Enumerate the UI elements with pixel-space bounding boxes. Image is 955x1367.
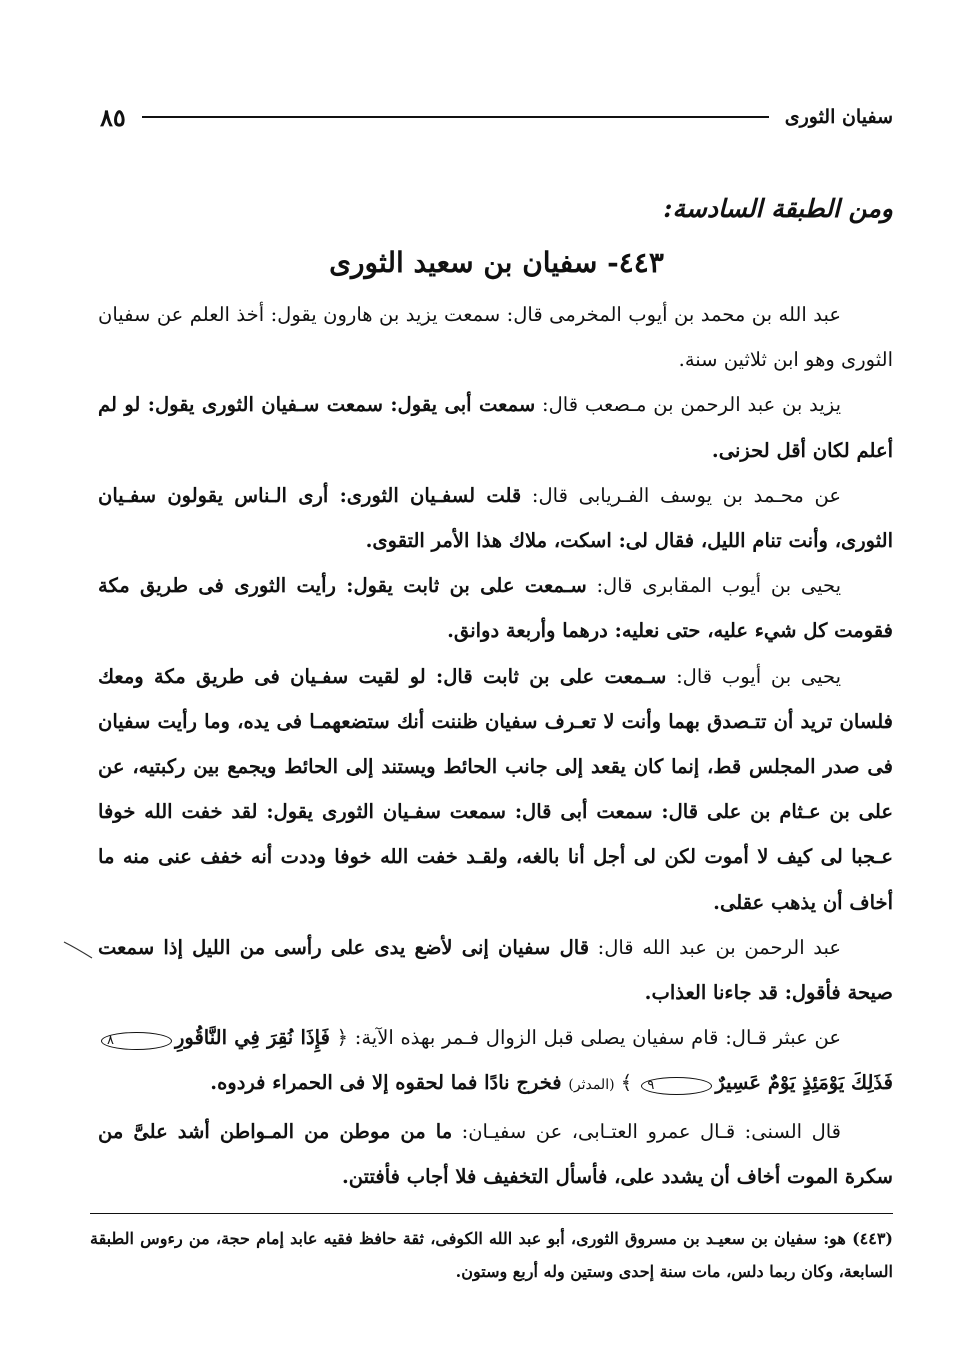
paragraph: [98, 382, 893, 472]
narrator-chain: يحيى بن أيوب قال:: [666, 664, 841, 688]
narration-text: سـمعت على بن ثابت قال: لو لقيت سفـيان فى طريق مكة ومعك فلسان تريد أن تتـصدق بهما وأنت لا تعـرف سفيان ظننت أنك ستضعهمـا فى يده، وما رأيت سفيان فى صدر المجلس قط، إنما كان يقعد إلى جانب الحائط ويستند إلى الحائط ويجمع بين ركبتيه، عن على بن عـثام بن على قال: سمعت أبى قال: سمعت سفـيان الثورى يقول: لقد خفت الله خوفا عـجبا لى كيف لا أموت لكن لى أجل أنا بالغه، ولقـد خفت الله خوفا وددت أنه خفف عنى منه ما أخاف أن يذهب عقلى.: [98, 664, 893, 914]
margin-pen-mark: [62, 934, 96, 964]
running-header-title: سفيان الثورى: [784, 106, 893, 128]
narration-text: فخرج نادًا فما لحقوه إلا فى الحمراء فردوه.: [210, 1071, 569, 1095]
paragraph: [98, 925, 893, 1015]
narrator-chain: سمعت يزيد بن هارون يقول: أخذ العلم عن سفيان الثورى وهو ابن ثلاثين سنة.: [98, 303, 893, 372]
surah-reference: (المدثر): [568, 1077, 615, 1094]
page-number: ٨٥: [100, 102, 126, 132]
narrator-chain: عن محـمد بن يوسف الفـريابى قال:: [521, 483, 841, 507]
paragraph: [98, 1015, 893, 1108]
narration-text: فَإِذَا نُقِرَ فِي النَّاقُورِ: [174, 1026, 330, 1050]
paragraph: [98, 1109, 893, 1199]
narrator-chain: ﴾: [614, 1071, 639, 1095]
narrator-chain: يزيد بن عبد الرحمن بن مـصعب قال:: [535, 393, 841, 417]
narration-text: سـمعت على بن ثابت يقول: رأيت الثورى فى طريق مكة فقومت كل شيء عليه، حتى نعليه: درهما وأربعة دوانق.: [98, 574, 893, 643]
body-text: [98, 292, 893, 1199]
narrator-chain: عبد الله بن محمد بن أيوب المخرمى قال:: [500, 303, 841, 326]
header-rule: [142, 116, 769, 118]
narrator-chain: عبد الرحمن بن عبد الله قال:: [589, 935, 841, 959]
footnote-rule: [90, 1213, 893, 1214]
paragraph: [98, 473, 893, 563]
running-header: [100, 100, 893, 134]
narration-text: سمعت أبى يقول: سمعت سـفيان الثورى يقول: لو لم أعلم لكان أقل لحزنى.: [98, 393, 893, 462]
section-heading: ومن الطبقة السادسة:: [663, 194, 893, 223]
paragraph: [98, 292, 893, 382]
ayah-number: ٨: [101, 1032, 172, 1050]
narration-text: ما من موطن من المـواطن أشد علىَّ من سكرة الموت أخاف أن يشدد على، فأسأل التخفيف فلا أجاب فأفتتن.: [98, 1119, 893, 1188]
paragraph: [98, 654, 893, 925]
footnote: (٤٤٣) هو: سفيان بن سعيـد بن مسروق الثورى، أبو عبد الله الكوفى، ثقة حافظ فقيه عابد إمام حجة، من رءوس الطبقة السابعة، وكان ربما دلس، مات سنة إحدى وستين وله أربع وستون.: [90, 1229, 893, 1281]
narration-text: فَذَلِكَ يَوْمَئِذٍ يَوْمٌ عَسِيرٌ: [715, 1071, 893, 1095]
narrator-chain: يحيى بن أيوب المقابرى قال:: [586, 574, 841, 598]
entry-title: ٤٤٣- سفيان بن سعيد الثورى: [329, 246, 664, 279]
paragraph: [98, 563, 893, 653]
narrator-chain: قال السنى: قـال عمرو العتـابى، عن سفيـان:: [452, 1119, 842, 1143]
ayah-number: ٩: [641, 1077, 712, 1095]
narrator-chain: عن عبثر قـال: قام سفيان يصلى قبل الزوال فـمر بهذه الآية: ﴿: [329, 1026, 841, 1050]
narration-text: قال سفيان إنى لأضع يدى على رأسى من الليل إذا سمعت صيحة فأقول: قد جاءنا العذاب.: [98, 935, 893, 1005]
narration-text: قلت لسفـيان الثورى: أرى الـناس يقولون سفـيان الثورى، وأنت تنام الليل، فقال لى: اسكت، ملاك هذا الأمر التقوى.: [98, 483, 893, 553]
